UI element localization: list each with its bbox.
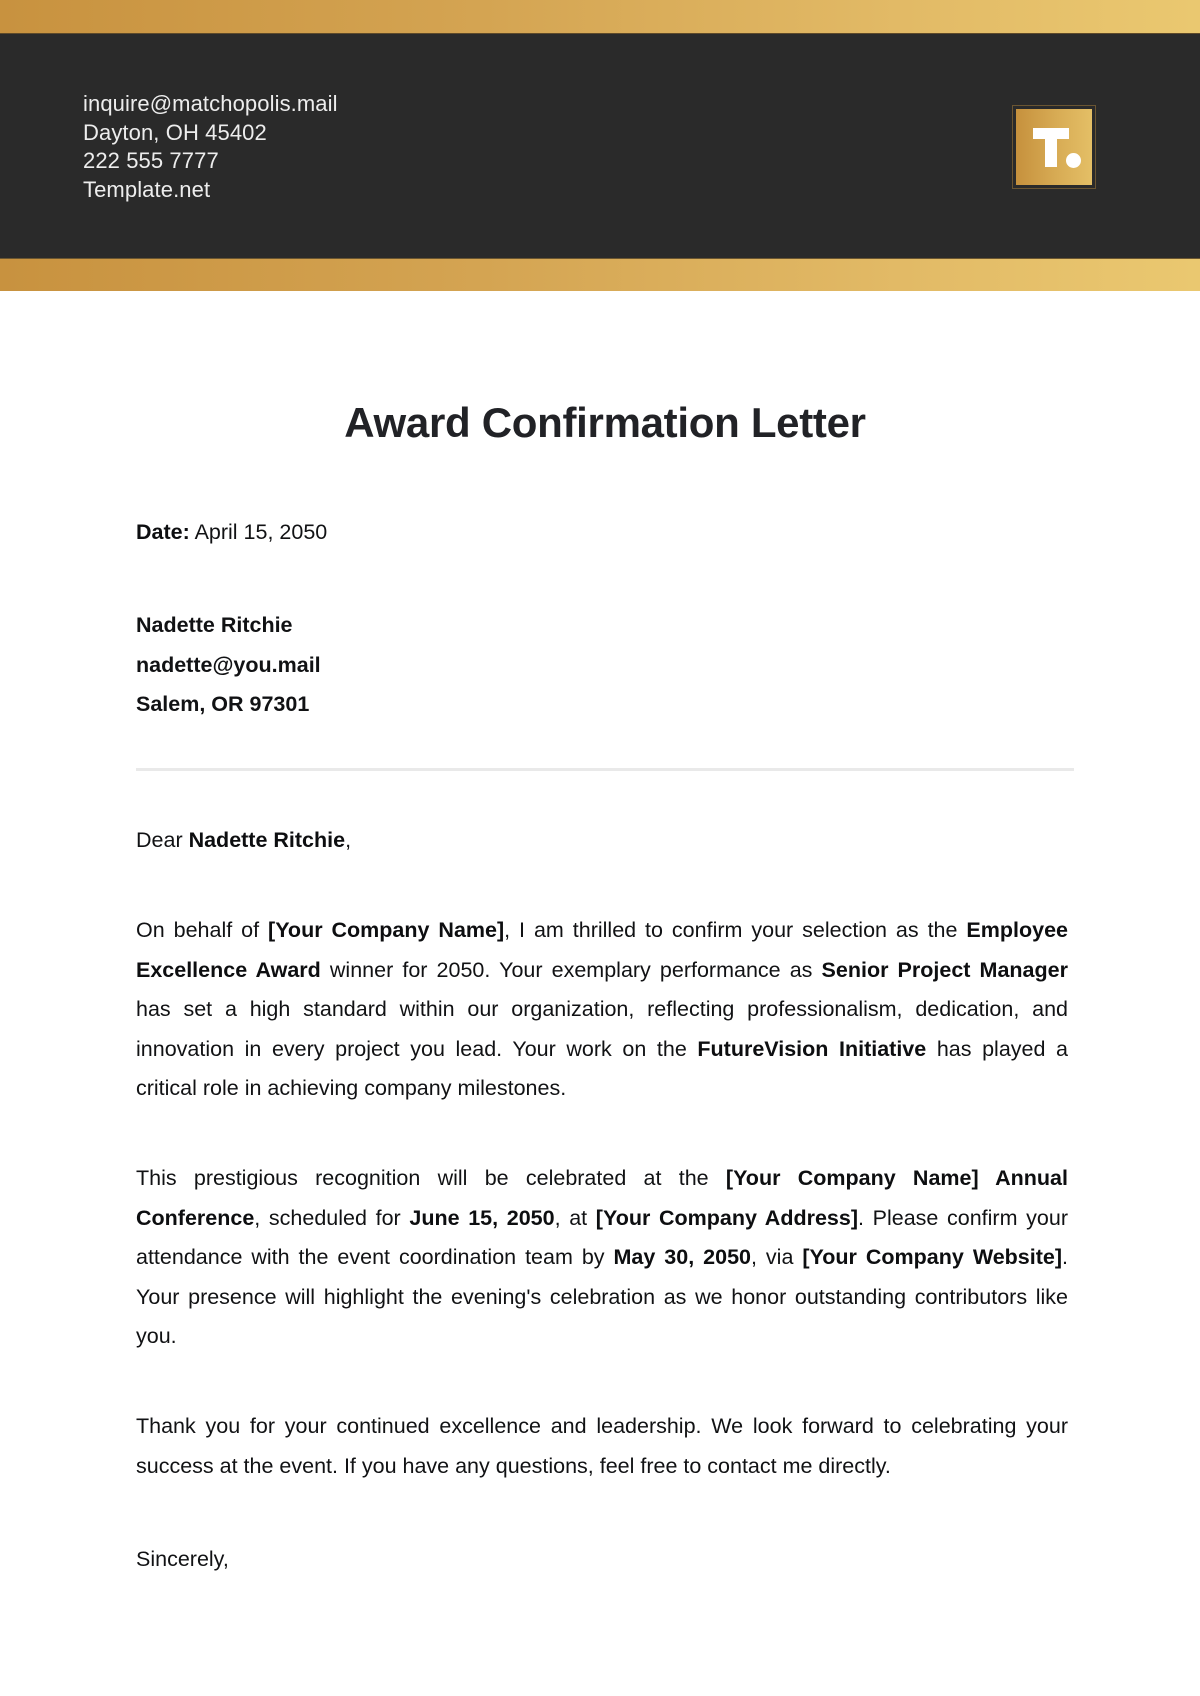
paragraph-text: . Your presence will highlight the evening's celebration as we honor outstanding contributors like you. <box>136 1245 1068 1348</box>
sender-website: Template.net <box>83 176 211 202</box>
paragraph-text: On behalf of <box>136 918 269 942</box>
header-gold-bar-top <box>0 0 1200 33</box>
date-label: Date: <box>136 520 190 544</box>
emphasized-text: Employee Excellence Award <box>136 918 1068 982</box>
closing-line: Sincerely, <box>136 1547 229 1571</box>
emphasized-text: [Your Company Name] Annual Conference <box>136 1166 1068 1230</box>
date-value: April 15, 2050 <box>194 520 328 544</box>
sender-contact-block <box>83 90 338 204</box>
recipient-block <box>136 606 1068 725</box>
greeting-prefix: Dear <box>136 828 189 852</box>
recipient-email: nadette@you.mail <box>136 652 321 677</box>
paragraph-text: , via <box>751 1245 803 1269</box>
emphasized-text: Senior Project Manager <box>821 957 1068 982</box>
section-divider <box>136 768 1074 771</box>
paragraph-text: has played a critical role in achieving company milestones. <box>136 1036 1068 1100</box>
recipient-address: Salem, OR 97301 <box>136 692 310 716</box>
paragraph-text: , scheduled for <box>254 1205 410 1230</box>
emphasized-text: [Your Company Name] <box>268 918 505 942</box>
body-paragraph-3 <box>136 1407 1068 1486</box>
document-title: Award Confirmation Letter <box>344 399 866 446</box>
recipient-name: Nadette Ritchie <box>136 613 293 637</box>
emphasized-text: June 15, 2050 <box>409 1205 555 1230</box>
sender-phone: 222 555 7777 <box>83 148 219 173</box>
date-line <box>136 516 1068 548</box>
paragraph-text: , I am thrilled to confirm your selection as the <box>504 918 967 942</box>
body-paragraph-1 <box>136 911 1068 1109</box>
paragraph-text: Thank you for your continued excellence and leadership. We look forward to celebrating your success at the event. If you have any questions, feel free to contact me directly. <box>136 1414 1068 1478</box>
greeting-name: Nadette Ritchie <box>188 828 346 852</box>
emphasized-text: May 30, 2050 <box>613 1245 751 1269</box>
logo-dot <box>1066 153 1081 168</box>
paragraph-text: , at <box>554 1205 596 1230</box>
emphasized-text: FutureVision Initiative <box>697 1036 927 1061</box>
logo-t-stem <box>1045 128 1057 167</box>
paragraph-text: . Please confirm your attendance with the event coordination team by <box>136 1205 1068 1269</box>
sender-address: Dayton, OH 45402 <box>83 119 267 145</box>
greeting-line <box>136 821 1068 861</box>
emphasized-text: [Your Company Website] <box>802 1245 1063 1269</box>
letterhead-band <box>0 33 1200 259</box>
paragraph-text: This prestigious recognition will be celebrated at the <box>136 1166 726 1190</box>
paragraph-text: has set a high standard within our organization, reflecting professionalism, dedication, and innovation in every project you lead. Your work on the <box>136 997 1068 1061</box>
template-net-logo-icon <box>1012 105 1096 189</box>
header-gold-bar-bottom <box>0 259 1200 291</box>
paragraph-text: winner for 2050. Your exemplary performance as <box>320 957 822 982</box>
body-paragraph-2 <box>136 1159 1068 1357</box>
logo-tile <box>1016 109 1092 185</box>
emphasized-text: [Your Company Address] <box>595 1205 858 1230</box>
greeting-suffix: , <box>345 828 352 852</box>
sender-email: inquire@matchopolis.mail <box>83 91 338 116</box>
